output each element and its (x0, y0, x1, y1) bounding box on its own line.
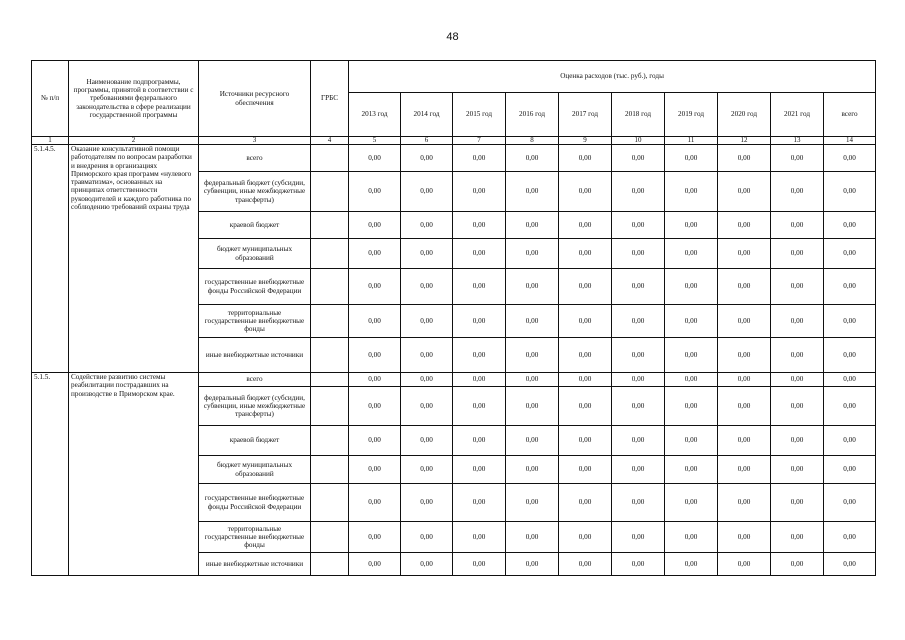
year-value: 0,00 (506, 522, 559, 553)
year-value: 0,00 (665, 426, 718, 456)
year-value: 0,00 (401, 387, 453, 426)
year-value: 0,00 (506, 484, 559, 522)
year-value: 0,00 (559, 373, 612, 387)
funding-source: территориальные государственные внебюджетные фонды (199, 305, 311, 338)
year-value: 0,00 (401, 172, 453, 212)
year-value: 0,00 (718, 145, 771, 172)
year-value: 0,00 (612, 426, 665, 456)
year-value: 0,00 (559, 172, 612, 212)
year-value: 0,00 (349, 387, 401, 426)
funding-source: иные внебюджетные источники (199, 338, 311, 373)
year-value: 0,00 (506, 387, 559, 426)
table-row (32, 145, 876, 172)
year-value: 0,00 (349, 456, 401, 484)
total-value: 0,00 (824, 373, 876, 387)
year-value: 0,00 (559, 145, 612, 172)
year-value: 0,00 (401, 553, 453, 576)
column-number: 1 (32, 137, 69, 145)
total-value: 0,00 (824, 305, 876, 338)
grbs-cell (311, 484, 349, 522)
year-value: 0,00 (612, 553, 665, 576)
year-value: 0,00 (453, 269, 506, 305)
grbs-cell (311, 212, 349, 239)
year-value: 0,00 (453, 387, 506, 426)
year-value: 0,00 (349, 426, 401, 456)
funding-source: всего (199, 145, 311, 172)
column-number: 9 (559, 137, 612, 145)
year-value: 0,00 (612, 239, 665, 269)
year-value: 0,00 (401, 373, 453, 387)
grbs-cell (311, 269, 349, 305)
column-number: 11 (665, 137, 718, 145)
total-value: 0,00 (824, 338, 876, 373)
year-value: 0,00 (506, 553, 559, 576)
year-value: 0,00 (453, 338, 506, 373)
year-value: 0,00 (506, 212, 559, 239)
funding-source: государственные внебюджетные фонды Российской Федерации (199, 484, 311, 522)
funding-source: бюджет муниципальных образований (199, 456, 311, 484)
year-value: 0,00 (559, 305, 612, 338)
year-value: 0,00 (401, 305, 453, 338)
year-value: 0,00 (453, 305, 506, 338)
year-value: 0,00 (559, 338, 612, 373)
grbs-cell (311, 239, 349, 269)
grbs-cell (311, 553, 349, 576)
grbs-cell (311, 338, 349, 373)
year-value: 0,00 (349, 239, 401, 269)
page-number: 48 (446, 31, 459, 43)
year-value: 0,00 (453, 426, 506, 456)
year-value: 0,00 (401, 212, 453, 239)
funding-source: территориальные государственные внебюджетные фонды (199, 522, 311, 553)
grbs-cell (311, 172, 349, 212)
year-value: 0,00 (612, 145, 665, 172)
year-value: 0,00 (453, 373, 506, 387)
year-value: 0,00 (665, 269, 718, 305)
header-year: 2019 год (665, 93, 718, 137)
year-value: 0,00 (453, 522, 506, 553)
year-value: 0,00 (559, 269, 612, 305)
year-value: 0,00 (771, 305, 824, 338)
year-value: 0,00 (771, 239, 824, 269)
total-value: 0,00 (824, 553, 876, 576)
year-value: 0,00 (612, 387, 665, 426)
year-value: 0,00 (453, 172, 506, 212)
year-value: 0,00 (718, 305, 771, 338)
header-num: № п/п (32, 61, 69, 137)
year-value: 0,00 (349, 338, 401, 373)
year-value: 0,00 (665, 484, 718, 522)
column-number: 12 (718, 137, 771, 145)
year-value: 0,00 (453, 484, 506, 522)
year-value: 0,00 (665, 239, 718, 269)
header-year: 2014 год (401, 93, 453, 137)
year-value: 0,00 (718, 553, 771, 576)
year-value: 0,00 (559, 522, 612, 553)
year-value: 0,00 (718, 212, 771, 239)
year-value: 0,00 (506, 172, 559, 212)
year-value: 0,00 (506, 269, 559, 305)
year-value: 0,00 (665, 145, 718, 172)
year-value: 0,00 (771, 456, 824, 484)
total-value: 0,00 (824, 484, 876, 522)
year-value: 0,00 (349, 212, 401, 239)
total-value: 0,00 (824, 239, 876, 269)
funding-source: краевой бюджет (199, 426, 311, 456)
funding-source: государственные внебюджетные фонды Российской Федерации (199, 269, 311, 305)
year-value: 0,00 (349, 522, 401, 553)
total-value: 0,00 (824, 426, 876, 456)
year-value: 0,00 (506, 338, 559, 373)
header-name: Наименование подпрограммы, программы, принятой в соответствии с требованиями федерального законодательства в сфере реализации государственной программы (69, 61, 199, 137)
row-name: Оказание консультативной помощи работодателям по вопросам разработки и внедрения в организациях Приморского края программ «нулевого травматизма», основанных на принципах ответственности руководителей и каждого работника по соблюдению требований охраны труда (69, 145, 199, 373)
year-value: 0,00 (665, 373, 718, 387)
header-year: 2016 год (506, 93, 559, 137)
grbs-cell (311, 456, 349, 484)
funding-source: краевой бюджет (199, 212, 311, 239)
year-value: 0,00 (559, 456, 612, 484)
column-number: 5 (349, 137, 401, 145)
year-value: 0,00 (718, 172, 771, 212)
year-value: 0,00 (771, 522, 824, 553)
year-value: 0,00 (401, 484, 453, 522)
year-value: 0,00 (453, 456, 506, 484)
total-value: 0,00 (824, 522, 876, 553)
year-value: 0,00 (718, 239, 771, 269)
year-value: 0,00 (453, 239, 506, 269)
year-value: 0,00 (506, 305, 559, 338)
year-value: 0,00 (612, 338, 665, 373)
year-value: 0,00 (506, 456, 559, 484)
year-value: 0,00 (506, 373, 559, 387)
row-name: Содействие развитию системы реабилитации пострадавших на производстве в Приморском крае. (69, 373, 199, 576)
column-number: 7 (453, 137, 506, 145)
grbs-cell (311, 373, 349, 387)
year-value: 0,00 (349, 373, 401, 387)
grbs-cell (311, 387, 349, 426)
year-value: 0,00 (665, 387, 718, 426)
funding-source: федеральный бюджет (субсидии, субвенции, иные межбюджетные трансферты) (199, 172, 311, 212)
year-value: 0,00 (771, 145, 824, 172)
grbs-cell (311, 305, 349, 338)
year-value: 0,00 (349, 553, 401, 576)
header-estimate: Оценка расходов (тыс. руб.), годы (349, 61, 876, 93)
year-value: 0,00 (453, 145, 506, 172)
header-year: 2017 год (559, 93, 612, 137)
year-value: 0,00 (718, 373, 771, 387)
year-value: 0,00 (612, 522, 665, 553)
year-value: 0,00 (559, 212, 612, 239)
header-year: 2021 год (771, 93, 824, 137)
year-value: 0,00 (771, 338, 824, 373)
year-value: 0,00 (612, 373, 665, 387)
year-value: 0,00 (665, 212, 718, 239)
year-value: 0,00 (453, 212, 506, 239)
funding-source: федеральный бюджет (субсидии, субвенции, иные межбюджетные трансферты) (199, 387, 311, 426)
year-value: 0,00 (771, 387, 824, 426)
header-year: 2020 год (718, 93, 771, 137)
table-row (32, 373, 876, 387)
column-number: 4 (311, 137, 349, 145)
year-value: 0,00 (349, 484, 401, 522)
column-number: 2 (69, 137, 199, 145)
year-value: 0,00 (506, 239, 559, 269)
expenditure-table (31, 60, 876, 576)
total-value: 0,00 (824, 269, 876, 305)
column-number-row (32, 137, 876, 145)
column-number: 13 (771, 137, 824, 145)
year-value: 0,00 (559, 239, 612, 269)
header-year: 2013 год (349, 93, 401, 137)
year-value: 0,00 (401, 456, 453, 484)
funding-source: бюджет муниципальных образований (199, 239, 311, 269)
column-number: 3 (199, 137, 311, 145)
year-value: 0,00 (771, 484, 824, 522)
year-value: 0,00 (349, 305, 401, 338)
year-value: 0,00 (401, 426, 453, 456)
year-value: 0,00 (401, 145, 453, 172)
year-value: 0,00 (771, 373, 824, 387)
year-value: 0,00 (718, 522, 771, 553)
year-value: 0,00 (612, 305, 665, 338)
header-year: 2015 год (453, 93, 506, 137)
year-value: 0,00 (771, 212, 824, 239)
year-value: 0,00 (665, 456, 718, 484)
column-number: 10 (612, 137, 665, 145)
year-value: 0,00 (401, 522, 453, 553)
column-number: 14 (824, 137, 876, 145)
year-value: 0,00 (612, 456, 665, 484)
year-value: 0,00 (718, 484, 771, 522)
header-grbs: ГРБС (311, 61, 349, 137)
year-value: 0,00 (612, 484, 665, 522)
header-year: 2018 год (612, 93, 665, 137)
total-value: 0,00 (824, 387, 876, 426)
year-value: 0,00 (349, 269, 401, 305)
year-value: 0,00 (559, 484, 612, 522)
grbs-cell (311, 426, 349, 456)
year-value: 0,00 (559, 387, 612, 426)
total-value: 0,00 (824, 145, 876, 172)
header-sources: Источники ресурсного обеспечения (199, 61, 311, 137)
year-value: 0,00 (665, 338, 718, 373)
year-value: 0,00 (401, 239, 453, 269)
year-value: 0,00 (665, 305, 718, 338)
year-value: 0,00 (718, 426, 771, 456)
year-value: 0,00 (559, 553, 612, 576)
year-value: 0,00 (453, 553, 506, 576)
column-number: 6 (401, 137, 453, 145)
year-value: 0,00 (612, 269, 665, 305)
funding-source: иные внебюджетные источники (199, 553, 311, 576)
row-code: 5.1.5. (32, 373, 69, 576)
year-value: 0,00 (665, 522, 718, 553)
year-value: 0,00 (665, 172, 718, 212)
grbs-cell (311, 145, 349, 172)
year-value: 0,00 (771, 172, 824, 212)
year-value: 0,00 (506, 145, 559, 172)
total-value: 0,00 (824, 172, 876, 212)
year-value: 0,00 (771, 553, 824, 576)
column-number: 8 (506, 137, 559, 145)
total-value: 0,00 (824, 456, 876, 484)
year-value: 0,00 (718, 338, 771, 373)
year-value: 0,00 (349, 145, 401, 172)
year-value: 0,00 (612, 172, 665, 212)
year-value: 0,00 (401, 269, 453, 305)
year-value: 0,00 (612, 212, 665, 239)
year-value: 0,00 (349, 172, 401, 212)
year-value: 0,00 (559, 426, 612, 456)
year-value: 0,00 (506, 426, 559, 456)
funding-source: всего (199, 373, 311, 387)
total-value: 0,00 (824, 212, 876, 239)
row-code: 5.1.4.5. (32, 145, 69, 373)
year-value: 0,00 (665, 553, 718, 576)
year-value: 0,00 (401, 338, 453, 373)
year-value: 0,00 (771, 426, 824, 456)
grbs-cell (311, 522, 349, 553)
year-value: 0,00 (718, 387, 771, 426)
year-value: 0,00 (718, 269, 771, 305)
year-value: 0,00 (771, 269, 824, 305)
header-total: всего (824, 93, 876, 137)
year-value: 0,00 (718, 456, 771, 484)
